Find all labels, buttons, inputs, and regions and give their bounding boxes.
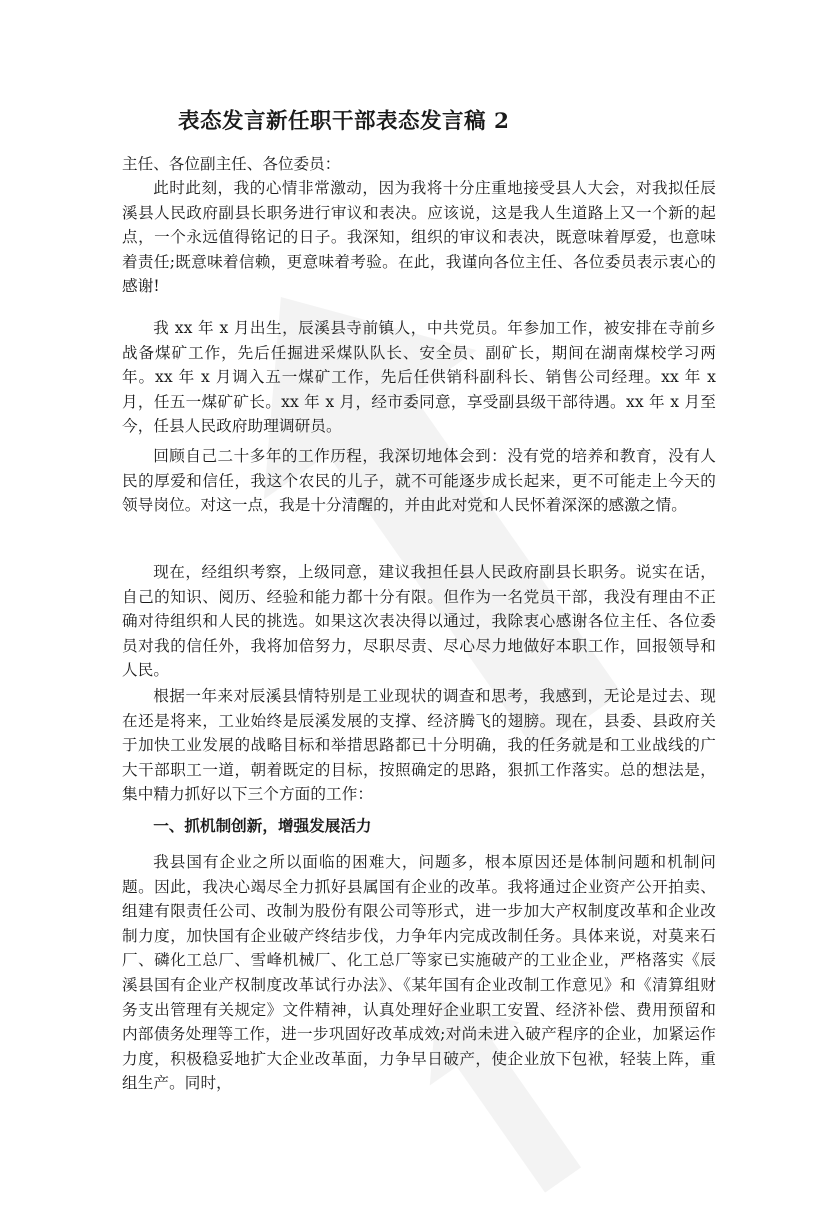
paragraph-commitment: 现在，经组织考察，上级同意，建议我担任县人民政府副县长职务。说实在话，自己的知识、阅历、经验和能力都十分有限。但作为一名党员干部，我没有理由不正确对待组织和人民的挑选。如果这次表决得以通过，我除衷心感谢各位主任、各位委员对我的信任外，我将加倍努力，尽职尽责、尽心尽力地做好本职工作，回报领导和人民。	[122, 563, 716, 680]
section-heading: 一、抓机制创新，增强发展活力	[153, 816, 372, 835]
paragraph-biography: 我 xx 年 x 月出生，辰溪县寺前镇人，中共党员。年参加工作，被安排在寺前乡战备煤矿工作，先后任掘进采煤队队长、安全员、副矿长，期间在湖南煤校学习两年。xx 年 x 月调入五一煤矿工作，先后任供销科副科长、销售公司经理。xx 年 x 月，任五一煤矿矿长。xx 年 x 月，经市委同意，享受副县级干部待遇。xx 年 x 月至今，任县人民政府助理调研员。	[122, 319, 717, 436]
salutation: 主任、各位副主任、各位委员：	[122, 155, 341, 173]
paragraph-reflection: 回顾自己二十多年的工作历程，我深切地体会到：没有党的培养和教育，没有人民的厚爱和信任，我这个农民的儿子，就不可能逐步成长起来，更不可能走上今天的领导岗位。对这一点，我是十分清醒的，并由此对党和人民怀着深深的感激之情。	[122, 447, 716, 515]
page-title: 表态发言新任职干部表态发言稿 2	[178, 109, 510, 134]
paragraph-section-body: 我县国有企业之所以面临的困难大，问题多，根本原因还是体制问题和机制问题。因此，我决心竭尽全力抓好县属国有企业的改革。我将通过企业资产公开拍卖、组建有限责任公司、改制为股份有限公司等形式，进一步加大产权制度改革和企业改制力度，加快国有企业破产终结步伐，力争年内完成改制任务。具体来说，对莫来石厂、磷化工总厂、雪峰机械厂、化工总厂等家已实施破产的工业企业，严格落实《辰溪县国有企业产权制度改革试行办法》、《某年国有企业改制工作意见》和《清算组财务支出管理有关规定》文件精神，认真处理好企业职工安置、经济补偿、费用预留和内部债务处理等工作，进一步巩固好改革成效;对尚未进入破产程序的企业，加紧运作力度，积极稳妥地扩大企业改革面，力争早日破产，使企业放下包袱，轻装上阵，重组生产。同时，	[122, 853, 716, 1093]
paragraph-plan: 根据一年来对辰溪县情特别是工业现状的调查和思考，我感到，无论是过去、现在还是将来，工业始终是辰溪发展的支撑、经济腾飞的翅膀。现在，县委、县政府关于加快工业发展的战略目标和举措思路都已十分明确，我的任务就是和工业战线的广大干部职工一道，朝着既定的目标，按照确定的思路，狠抓工作落实。总的想法是，集中精力抓好以下三个方面的工作：	[122, 687, 716, 804]
paragraph-opening: 此时此刻，我的心情非常激动，因为我将十分庄重地接受县人大会，对我拟任辰溪县人民政府副县长职务进行审议和表决。应该说，这是我人生道路上又一个新的起点，一个永远值得铭记的日子。我深知，组织的审议和表决，既意味着厚爱，也意味着责任;既意味着信赖，更意味着考验。在此，我谨向各位主任、各位委员表示衷心的感谢!	[122, 179, 716, 296]
